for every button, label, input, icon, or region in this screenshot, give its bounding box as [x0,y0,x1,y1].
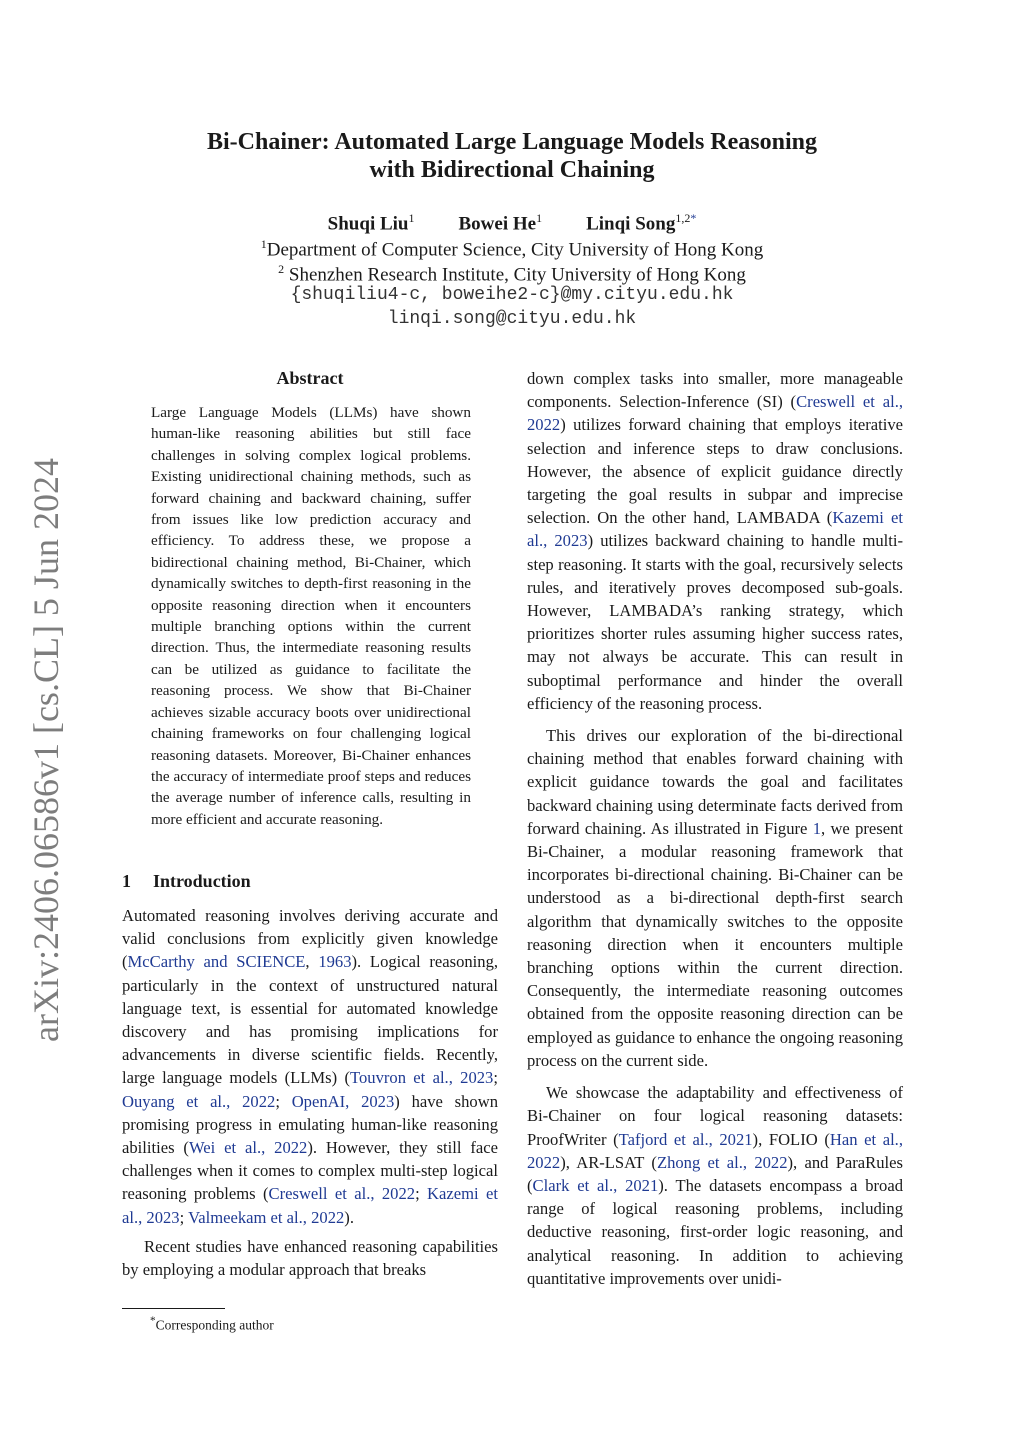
abstract-text: Large Language Models (LLMs) have shown human-like reasoning abilities but still face challenges in solving complex logical problems. Existing unidirectional chaining methods, such as forward chaining and backward chaining, suffer from issues like low prediction accuracy and efficiency. To address these, we propose a bidirectional chaining method, Bi-Chainer, which dynamically switches to depth-first reasoning in the opposite reasoning direction when it encounters multiple branching options within the current direction. Thus, the intermediate reasoning results can be utilized as guidance to facilitate the reasoning process. We show that Bi-Chainer achieves sizable accuracy boots over unidirectional chaining frameworks on four challenging logical reasoning datasets. Moreover, Bi-Chainer enhances the accuracy of intermediate proof steps and reduces the average number of inference calls, resulting in more efficient and accurate reasoning. [151,404,471,828]
section-number: 1 [122,871,131,891]
right-paragraph-1: down complex tasks into smaller, more manageable components. Selection-Inference (SI) (Creswell et al., 2022) utilizes forward chaining that employs iterative selection and inference steps to draw conclusions. However, the absence of explicit guidance directly targeting the goal results in subpar and imprecise selection. On the other hand, LAMBADA (Kazemi et al., 2023) utilizes backward chaining to handle multi-step reasoning. It starts with the goal, recursively selects rules, and iteratively proves decomposed sub-goals. However, LAMBADA’s ranking strategy, which prioritizes shorter rules assuming higher success rates, may not always be accurate. This can result in suboptimal performance and hinder the overall efficiency of the reasoning process. [527,369,903,713]
arxiv-stamp: arXiv:2406.06586v1 [cs.CL] 5 Jun 2024 [26,458,66,1042]
email-line-2[interactable]: linqi.song@cityu.edu.hk [387,309,637,329]
citation-link[interactable]: Zhong et al., 2022 [656,1152,788,1172]
section-title: Introduction [153,871,251,891]
citation-link[interactable]: Clark et al., 2021 [532,1175,659,1195]
footnote [150,1312,274,1335]
author-name: Linqi Song [586,213,676,235]
title-line-2: with Bidirectional Chaining [369,157,655,183]
author-affiliation-mark: 1,2* [675,211,697,225]
author-name: Bowei He [458,213,537,235]
author-affiliation-mark: 1 [536,211,543,225]
affiliation-1-sup: 1 [260,237,267,251]
citation-link[interactable]: Wei et al., 2022 [188,1138,308,1158]
citation-link[interactable]: Touvron et al., 2023 [350,1068,494,1088]
affiliation-2-text: Shenzhen Research Institute, City University of Hong Kong [284,264,746,286]
email-line-1[interactable]: {shuqiliu4-c, boweihe2-c}@my.cityu.edu.hk [290,285,734,305]
abstract-heading: Abstract [276,368,344,388]
citation-link[interactable]: 1963 [318,952,352,972]
citation-link[interactable]: Valmeekam et al., 2022 [188,1207,345,1227]
footnote-text: Corresponding author [155,1317,274,1333]
affiliation-2-sup: 2 [278,262,285,276]
footnote-mark: * [150,1315,156,1327]
left-column-body [122,904,498,1281]
citation-link[interactable]: Han et al., 2022 [527,1129,903,1172]
citation-link[interactable]: Creswell et al., 2022 [268,1184,416,1204]
citation-link[interactable]: Kazemi et al., 2023 [527,508,903,551]
citation-link[interactable]: Creswell et al., 2022 [527,392,903,435]
corresponding-author-mark[interactable]: * [690,211,697,225]
author-affiliation-mark: 1 [408,211,415,225]
citation-link[interactable]: Kazemi et al., 2023 [122,1184,498,1227]
author-name: Shuqi Liu [327,213,409,235]
title-line-1: Bi-Chainer: Automated Large Language Models Reasoning [206,129,817,155]
section-heading-introduction [122,869,251,893]
right-paragraph-3: We showcase the adaptability and effectiveness of Bi-Chainer on four logical reasoning datasets: ProofWriter (Tafjord et al., 2021), FOLIO (Han et al., 2022), AR-LSAT (Zhong et al., 2022), and ParaRules (Clark et al., 2021). The datasets encompass a broad range of logical reasoning problems, including deductive reasoning, first-order logic reasoning, and analytical reasoning. In addition to achieving quantitative improvements over unidi- [527,1083,903,1288]
intro-paragraph-1: Automated reasoning involves deriving accurate and valid conclusions from explicitly given knowledge (McCarthy and SCIENCE, 1963). Logical reasoning, particularly in the context of unstructured natural language text, is essential for automated knowledge discovery and has promising implications for advancements in diverse scientific fields. Recently, large language models (LLMs) (Touvron et al., 2023; Ouyang et al., 2022; OpenAI, 2023) have shown promising progress in emulating human-like reasoning abilities (Wei et al., 2022). However, they still face challenges when it comes to complex multi-step logical reasoning problems (Creswell et al., 2022; Kazemi et al., 2023; Valmeekam et al., 2022). [122,906,499,1227]
citation-link[interactable]: 1 [812,818,821,838]
citation-link[interactable]: McCarthy and SCIENCE [127,952,306,972]
citation-link[interactable]: OpenAI, 2023 [291,1091,395,1111]
right-column-body [527,367,903,1290]
intro-paragraph-2: Recent studies have enhanced reasoning capabilities by employing a modular approach that breaks [122,1236,498,1280]
citation-link[interactable]: Tafjord et al., 2021 [618,1129,753,1149]
citation-link[interactable]: Ouyang et al., 2022 [122,1091,276,1111]
paper-title [0,128,1024,184]
footnote-divider [122,1308,225,1309]
affiliation-1-text: Department of Computer Science, City University of Hong Kong [266,239,764,261]
right-paragraph-2: This drives our exploration of the bi-directional chaining method that enables forward chaining with explicit guidance towards the goal and facilitates backward chaining using determinate facts derived from forward chaining. As illustrated in Figure 1, we present Bi-Chainer, a modular reasoning framework that incorporates bi-directional chaining. Bi-Chainer can be understood as a bi-directional depth-first search algorithm that dynamically switches to the opposite reasoning direction when it encounters multiple branching options within the current direction. Consequently, the intermediate reasoning outcomes obtained from the opposite reasoning direction can be employed as guidance to enhance the ongoing reasoning process on the current side. [527,726,904,1070]
